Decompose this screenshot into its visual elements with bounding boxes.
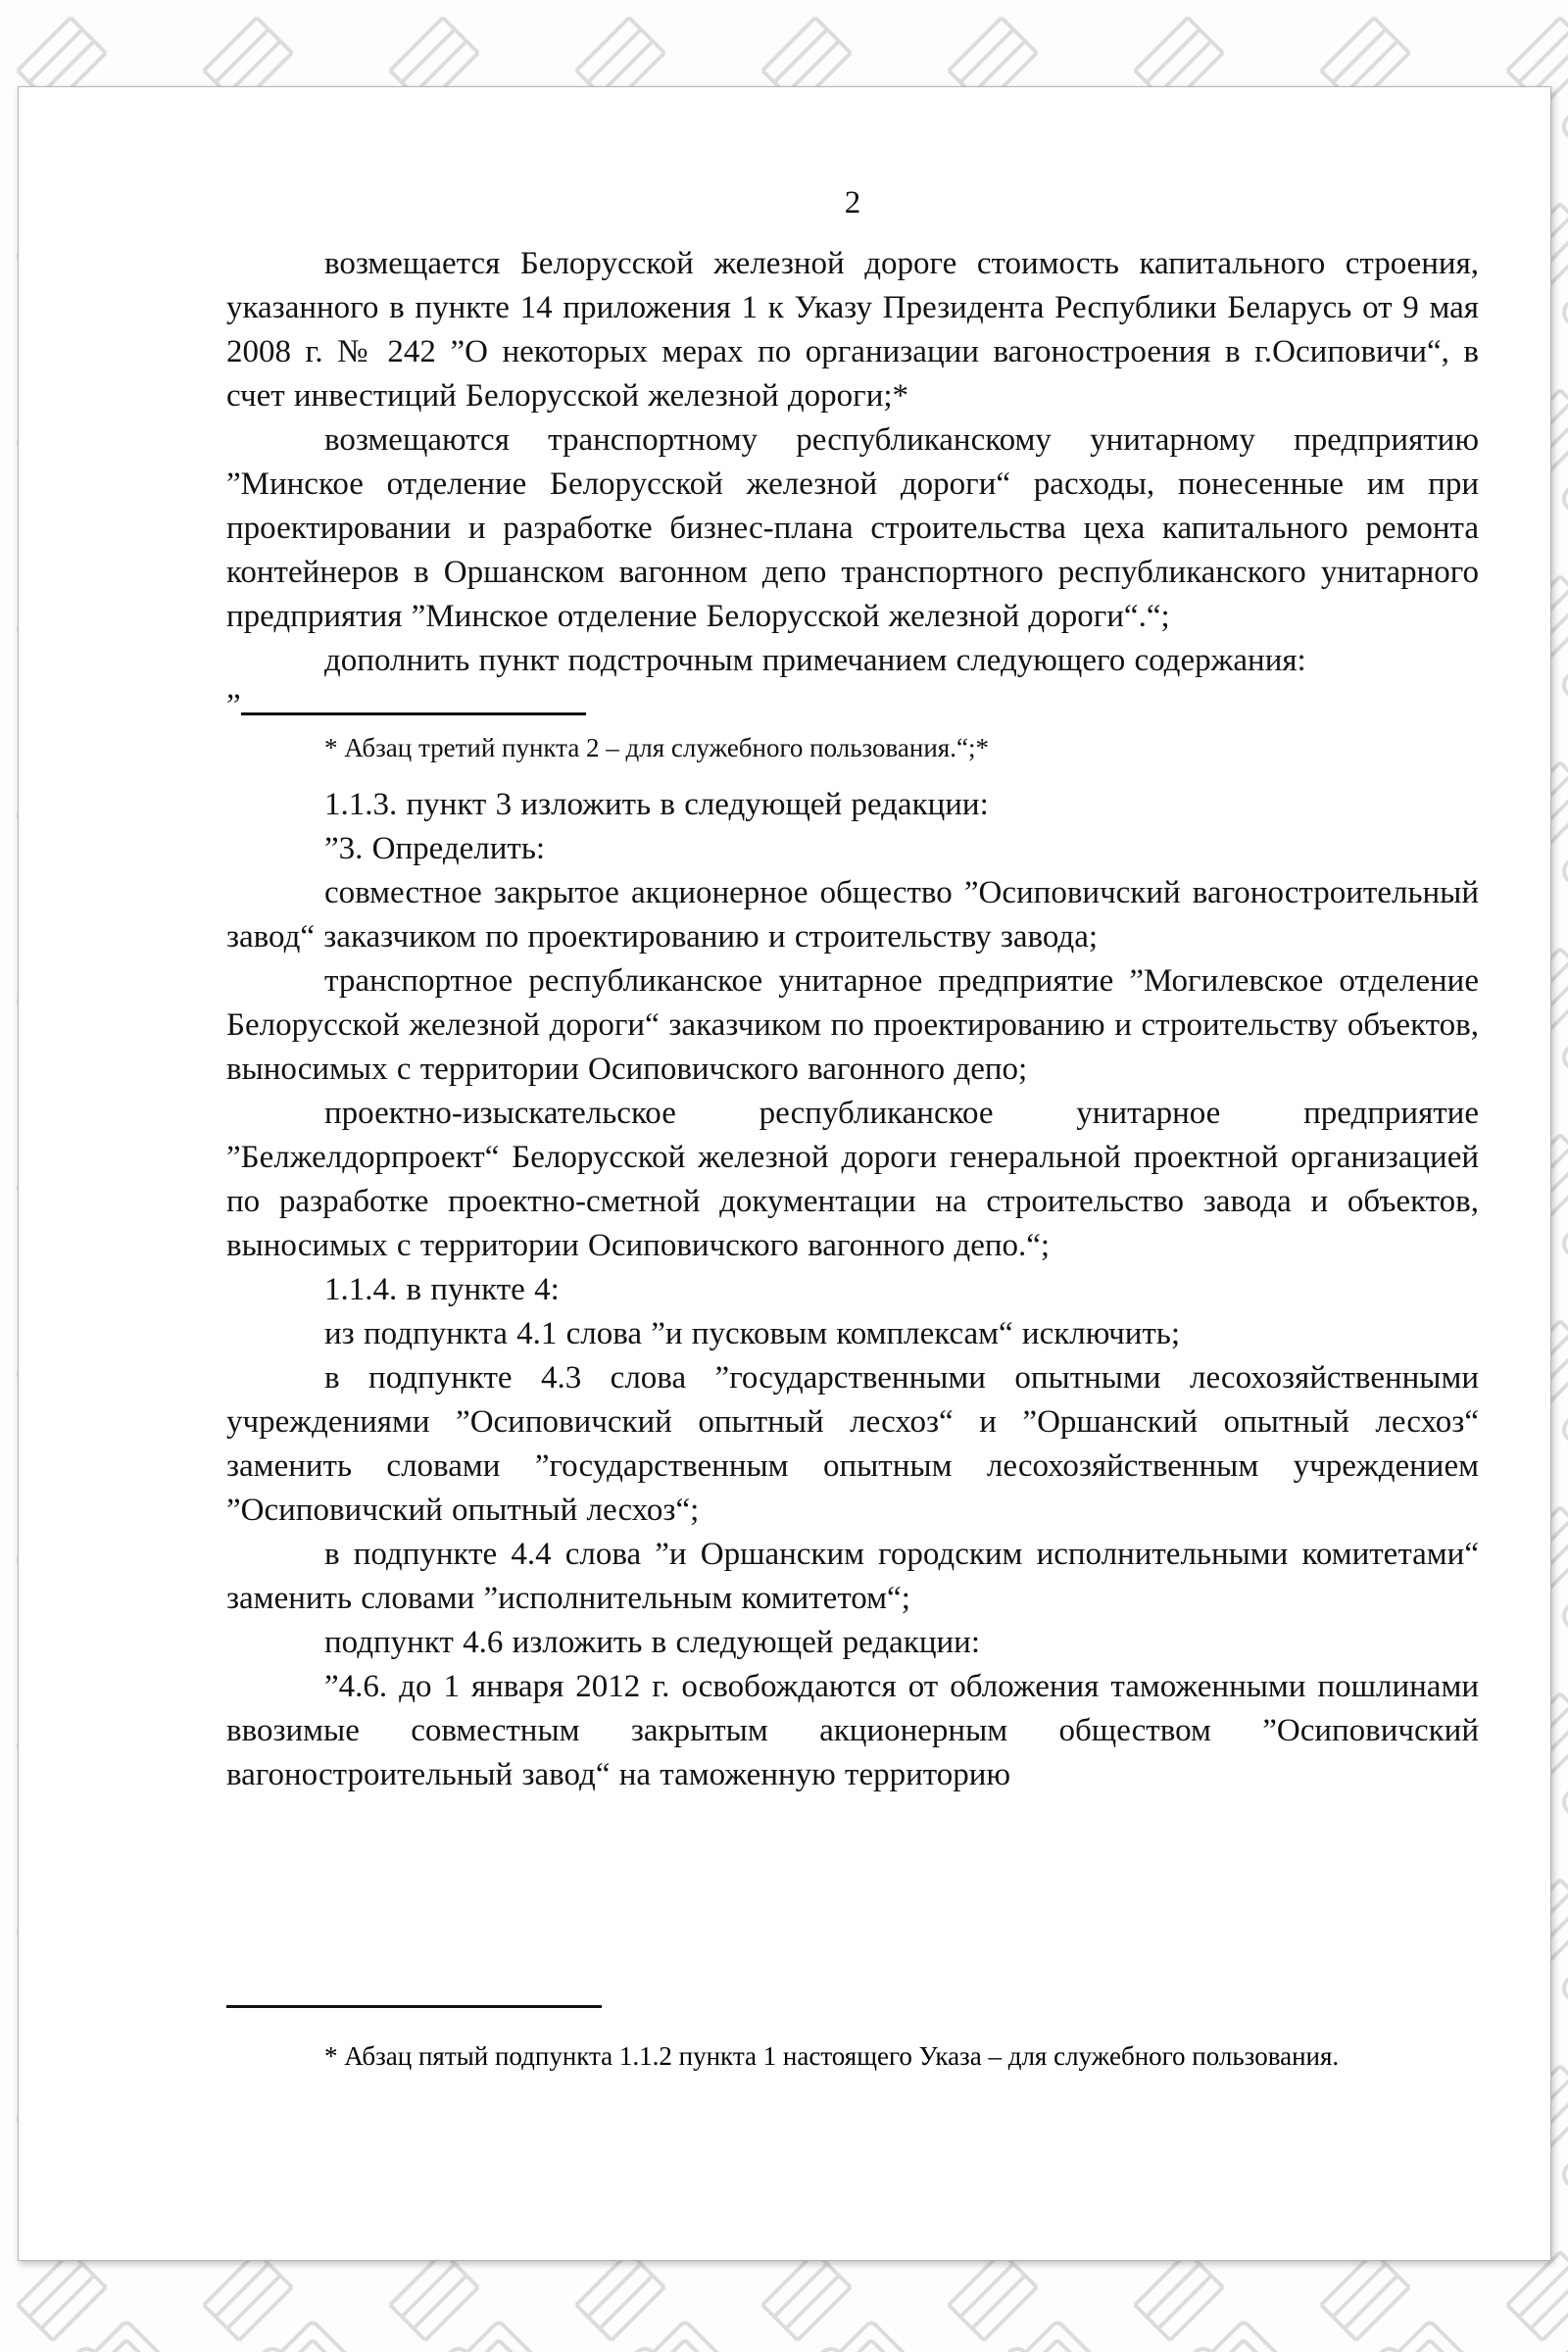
paragraph-subpoint-4-3: в подпункте 4.3 слова ”государственными опытными лесохозяйственными учреждениями ”Осиповичский опытный лесхоз“ и ”Оршанский опытный лесхоз“ заменить словами ”государственным опытным лесохозяйственным учреждением ”Осиповичский опытный лесхоз“;: [226, 1360, 1479, 1528]
page-number: 2: [844, 185, 861, 220]
paragraph-point-3-define: ”3. Определить:: [324, 831, 546, 866]
footnote-bottom: * Абзац пятый подпункта 1.1.2 пункта 1 настоящего Указа – для служебного пользования.: [324, 2041, 1340, 2071]
footnote-mid-page: * Абзац третий пункта 2 – для служебного пользования.“;*: [324, 733, 989, 762]
paragraph-subpoint-4-6-text: ”4.6. до 1 января 2012 г. освобождаются от обложения таможенными пошлинами ввозимые совместным закрытым акционерным обществом ”Осиповичский вагоностроительный завод“ на таможенную территорию: [226, 1669, 1479, 1792]
paragraph-1-1-3: 1.1.3. пункт 3 изложить в следующей редакции:: [324, 787, 989, 822]
paragraph-subpoint-4-1: из подпункта 4.1 слова ”и пусковым комплексам“ исключить;: [324, 1316, 1181, 1351]
footnote-separator-line: [241, 683, 586, 715]
paragraph-subpoint-4-4: в подпункте 4.4 слова ”и Оршанским городским исполнительными комитетами“ заменить словами ”исполнительным комитетом“;: [226, 1537, 1479, 1616]
paragraph-add-footnote: дополнить пункт подстрочным примечанием следующего содержания:: [324, 643, 1306, 678]
paragraph-reimburse-minsk-branch: возмещаются транспортному республиканскому унитарному предприятию ”Минское отделение Белорусской железной дороги“ расходы, понесенные им при проектировании и разработке бизнес-плана строительства цеха капитального ремонта контейнеров в Оршанском вагонном депо транспортного республиканского унитарного предприятия ”Минское отделение Белорусской железной дороги“.“;: [226, 422, 1479, 634]
page-content: [226, 87, 1479, 1797]
paragraph-reimburse-railway: возмещается Белорусской железной дороге стоимость капитального строения, указанного в пункте 14 приложения 1 к Указу Президента Республики Беларусь от 9 мая 2008 г. № 242 ”О некоторых мерах по организации вагоностроения в г.Осиповичи“, в счет инвестиций Белорусской железной дороги;*: [226, 246, 1479, 414]
paragraph-mogilev-branch-customer: транспортное республиканское унитарное предприятие ”Могилевское отделение Белорусской железной дороги“ заказчиком по проектированию и строительству объектов, выносимых с территории Осиповичского вагонного депо;: [226, 963, 1479, 1087]
document-page: [18, 86, 1551, 2261]
paragraph-joint-company-customer: совместное закрытое акционерное общество ”Осиповичский вагоностроительный завод“ заказчиком по проектированию и строительству завода;: [226, 875, 1479, 955]
opening-quote: ”: [226, 688, 241, 723]
paragraph-subpoint-4-6-intro: подпункт 4.6 изложить в следующей редакции:: [324, 1625, 981, 1660]
paragraph-belzheldorproekt: проектно-изыскательское республиканское унитарное предприятие ”Белжелдорпроект“ Белорусской железной дороги генеральной проектной организацией по разработке проектно-сметной документации на строительство завода и объектов, выносимых с территории Осиповичского вагонного депо.“;: [226, 1096, 1479, 1263]
footnote-bottom-separator-line: [226, 2005, 602, 2008]
footnote-quote-separator: [226, 683, 1479, 727]
footnote-bottom-block: [226, 2005, 1479, 2077]
paragraph-1-1-4: 1.1.4. в пункте 4:: [324, 1272, 560, 1307]
